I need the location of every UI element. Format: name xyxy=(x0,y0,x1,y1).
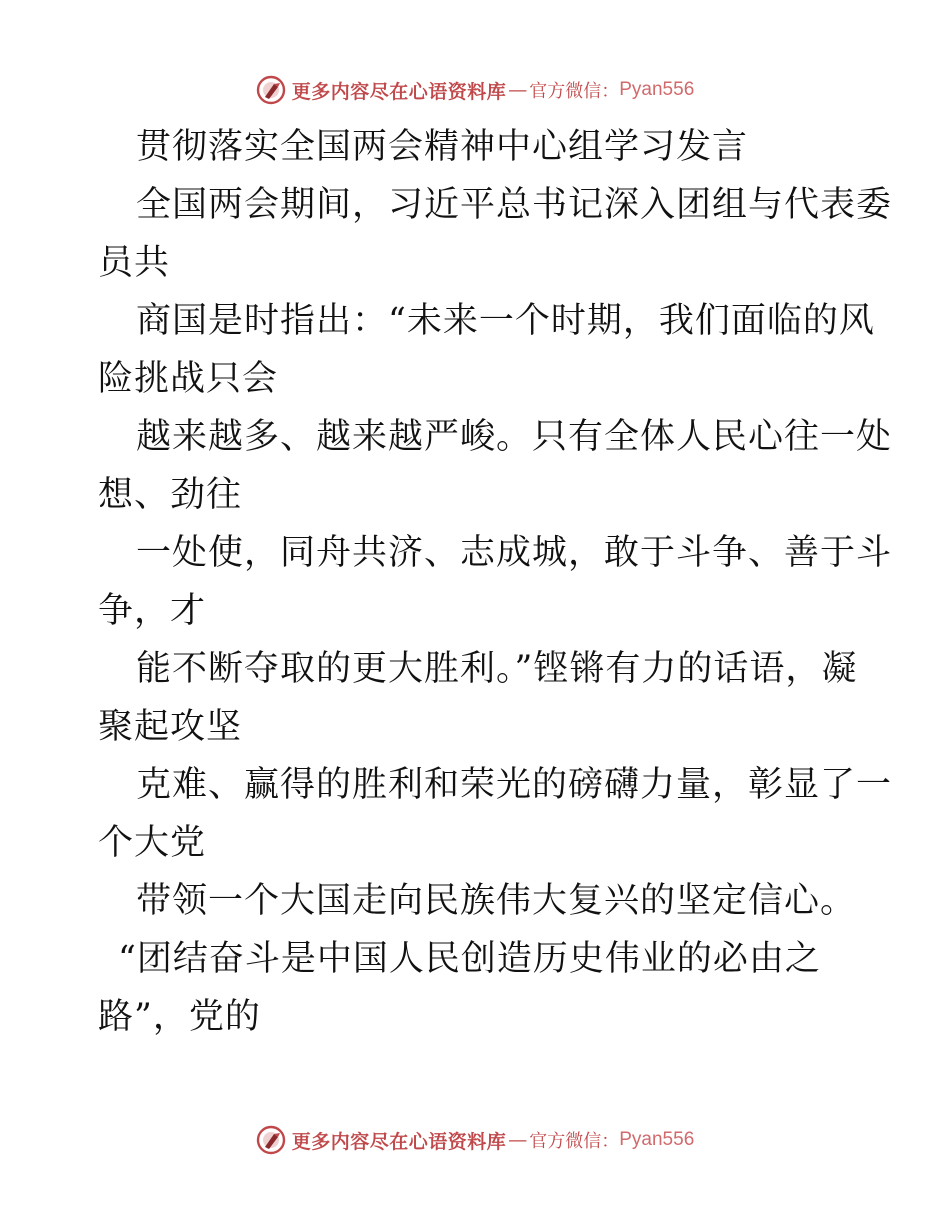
paragraph-line: 员共 xyxy=(98,243,171,283)
header-banner xyxy=(0,70,950,110)
paragraph-line: 个大党 xyxy=(98,823,207,863)
footer-banner xyxy=(0,1120,950,1160)
paragraph-line: 争，才 xyxy=(98,591,207,631)
banner-dash: — xyxy=(508,79,528,101)
banner-wechat-label: 官方微信： xyxy=(529,81,620,102)
paragraph-line: “团结奋斗是中国人民创造历史伟业的必由之 xyxy=(118,939,821,979)
paragraph-line: 带领一个大国走向民族伟大复兴的坚定信心。 xyxy=(136,881,857,921)
banner-dash: — xyxy=(508,1129,528,1151)
paragraph-line: 能不断夺取的更大胜利。”铿锵有力的话语，凝 xyxy=(136,649,858,689)
banner-title: 更多内容尽在心语资料库 xyxy=(291,80,507,103)
banner-wechat-id: Pyan556 xyxy=(619,1129,695,1150)
document-title: 贯彻落实全国两会精神中心组学习发言 xyxy=(136,127,749,167)
banner-title: 更多内容尽在心语资料库 xyxy=(291,1130,507,1153)
paragraph-line: 一处使，同舟共济、志成城，敢于斗争、善于斗 xyxy=(136,533,893,573)
paragraph-line: 克难、赢得的胜利和荣光的磅礴力量，彰显了一 xyxy=(136,765,893,805)
paragraph-line: 商国是时指出：“未来一个时期，我们面临的风 xyxy=(136,301,875,341)
banner-wechat-id: Pyan556 xyxy=(619,79,695,100)
paragraph-line: 想、劲往 xyxy=(98,475,243,515)
pen-nib-logo-icon xyxy=(256,1125,286,1155)
pen-nib-logo-icon xyxy=(256,75,286,105)
paragraph-line: 越来越多、越来越严峻。只有全体人民心往一处 xyxy=(136,417,893,457)
paragraph-line: 险挑战只会 xyxy=(98,359,279,399)
paragraph-line: 聚起攻坚 xyxy=(98,707,243,747)
banner-wechat-label: 官方微信： xyxy=(529,1131,620,1152)
paragraph-line: 全国两会期间，习近平总书记深入团组与代表委 xyxy=(136,185,893,225)
paragraph-line: 路”，党的 xyxy=(98,997,261,1037)
document-body xyxy=(98,118,893,1046)
